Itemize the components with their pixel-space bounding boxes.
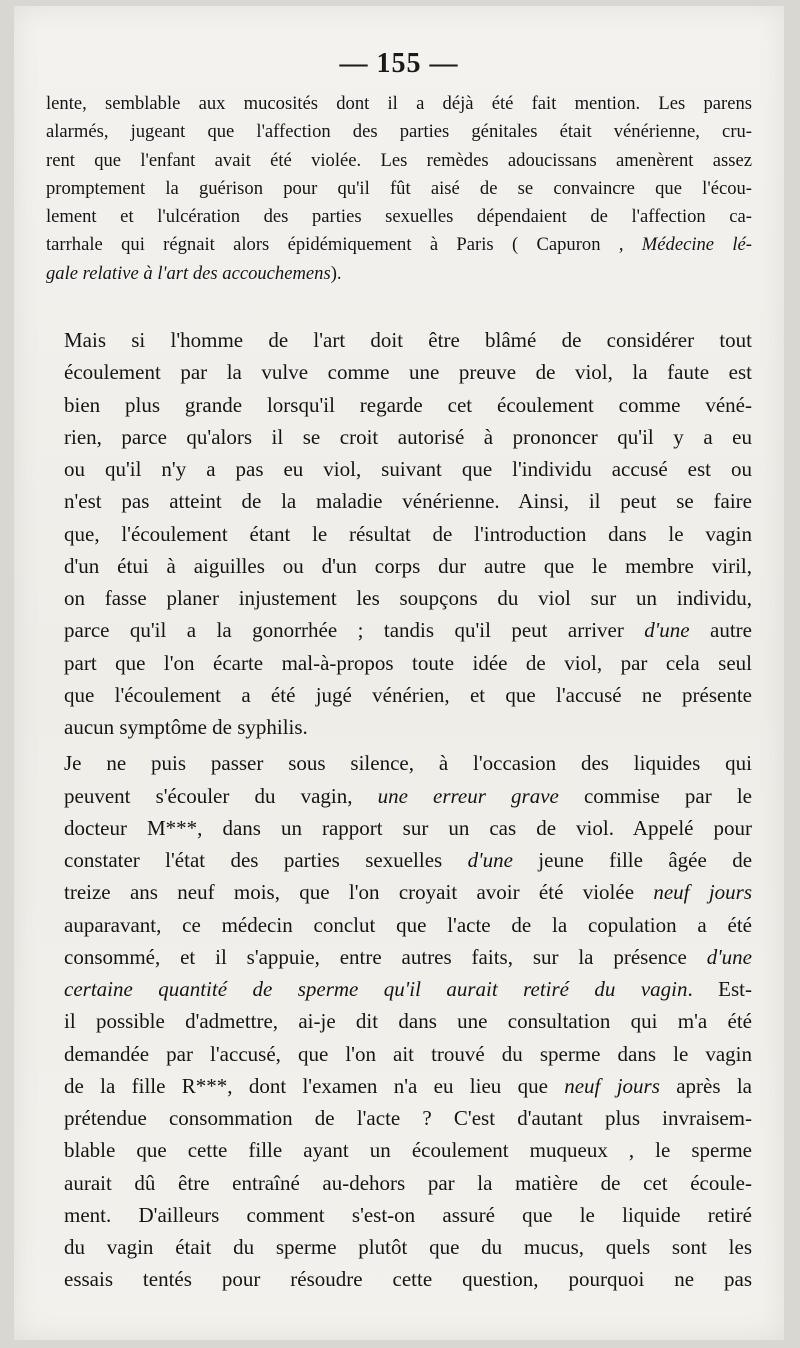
text-line: ou qu'il n'y a pas eu viol, suivant que l'individu accusé est ou	[64, 457, 752, 482]
text-line: aucun symptôme de syphilis.	[64, 715, 308, 740]
text-line: lente, semblable aux mucosités dont il a déjà été fait mention. Les parens	[46, 93, 752, 114]
text-line: peuvent s'écouler du vagin, une erreur grave commise par le	[64, 783, 752, 808]
text-line: on fasse planer injustement les soupçons du viol sur un individu,	[64, 586, 752, 611]
text-line: tarrhale qui régnait alors épidémiquement à Paris ( Capuron , Médecine lé-	[46, 234, 752, 256]
text-line: demandée par l'accusé, que l'on ait trouvé du sperme dans le vagin	[64, 1041, 752, 1066]
text-line: lement et l'ulcération des parties sexuelles dépendaient de l'affection ca-	[46, 206, 752, 228]
paragraph-3	[46, 747, 752, 1295]
paragraph-2	[46, 324, 752, 743]
text-line: auparavant, ce médecin conclut que l'acte de la copulation a été	[64, 912, 752, 937]
text-line: que l'écoulement a été jugé vénérien, et que l'accusé ne présente	[64, 682, 752, 707]
text-line: treize ans neuf mois, que l'on croyait avoir été violée neuf jours	[64, 880, 752, 905]
text-line: Je ne puis passer sous silence, à l'occasion des liquides qui	[64, 751, 752, 776]
text-line: constater l'état des parties sexuelles d'une jeune fille âgée de	[64, 848, 753, 873]
text-line: certaine quantité de sperme qu'il aurait retiré du vagin. Est-	[64, 977, 752, 1002]
text-line: parce qu'il a la gonorrhée ; tandis qu'il peut arriver d'une autre	[64, 618, 752, 643]
text-line: promptement la guérison pour qu'il fût aisé de se convaincre que l'écou-	[46, 177, 752, 199]
text-line: part que l'on écarte mal-à-propos toute idée de viol, par cela seul	[64, 650, 752, 675]
book-page	[14, 6, 784, 1340]
text-line: essais tentés pour résoudre cette question, pourquoi ne pas	[64, 1267, 752, 1292]
text-line: écoulement par la vulve comme une preuve de viol, la faute est	[64, 360, 752, 385]
text-line: que, l'écoulement étant le résultat de l'introduction dans le vagin	[64, 521, 752, 546]
page-body	[46, 90, 752, 1296]
text-line: d'un étui à aiguilles ou d'un corps dur autre que le membre viril,	[64, 553, 752, 578]
text-line: gale relative à l'art des accouchemens).	[46, 262, 342, 284]
paragraph-1	[46, 90, 752, 288]
text-line: n'est pas atteint de la maladie vénérienne. Ainsi, il peut se faire	[64, 489, 752, 514]
text-line: rien, parce qu'alors il se croit autorisé à prononcer qu'il y a eu	[64, 424, 752, 449]
text-line: alarmés, jugeant que l'affection des parties génitales était vénérienne, cru-	[46, 121, 752, 143]
text-line: Mais si l'homme de l'art doit être blâmé de considérer tout	[64, 328, 752, 353]
text-line: rent que l'enfant avait été violée. Les remèdes adoucissans amenèrent assez	[46, 149, 752, 171]
text-line: ment. D'ailleurs comment s'est-on assuré que le liquide retiré	[64, 1202, 752, 1227]
text-line: aurait dû être entraîné au-dehors par la matière de cet écoule-	[64, 1170, 752, 1195]
text-line: blable que cette fille ayant un écoulement muqueux , le sperme	[64, 1138, 752, 1163]
text-line: il possible d'admettre, ai-je dit dans une consultation qui m'a été	[64, 1009, 752, 1034]
text-line: de la fille R***, dont l'examen n'a eu lieu que neuf jours après la	[64, 1073, 752, 1098]
page-number: — 155 —	[339, 48, 459, 79]
text-line: bien plus grande lorsqu'il regarde cet écoulement comme véné-	[64, 392, 752, 417]
text-line: docteur M***, dans un rapport sur un cas de viol. Appelé pour	[64, 815, 752, 840]
text-line: prétendue consommation de l'acte ? C'est d'autant plus invraisem-	[64, 1106, 752, 1131]
text-line: consommé, et il s'appuie, entre autres faits, sur la présence d'une	[64, 944, 752, 969]
text-line: du vagin était du sperme plutôt que du mucus, quels sont les	[64, 1235, 752, 1260]
